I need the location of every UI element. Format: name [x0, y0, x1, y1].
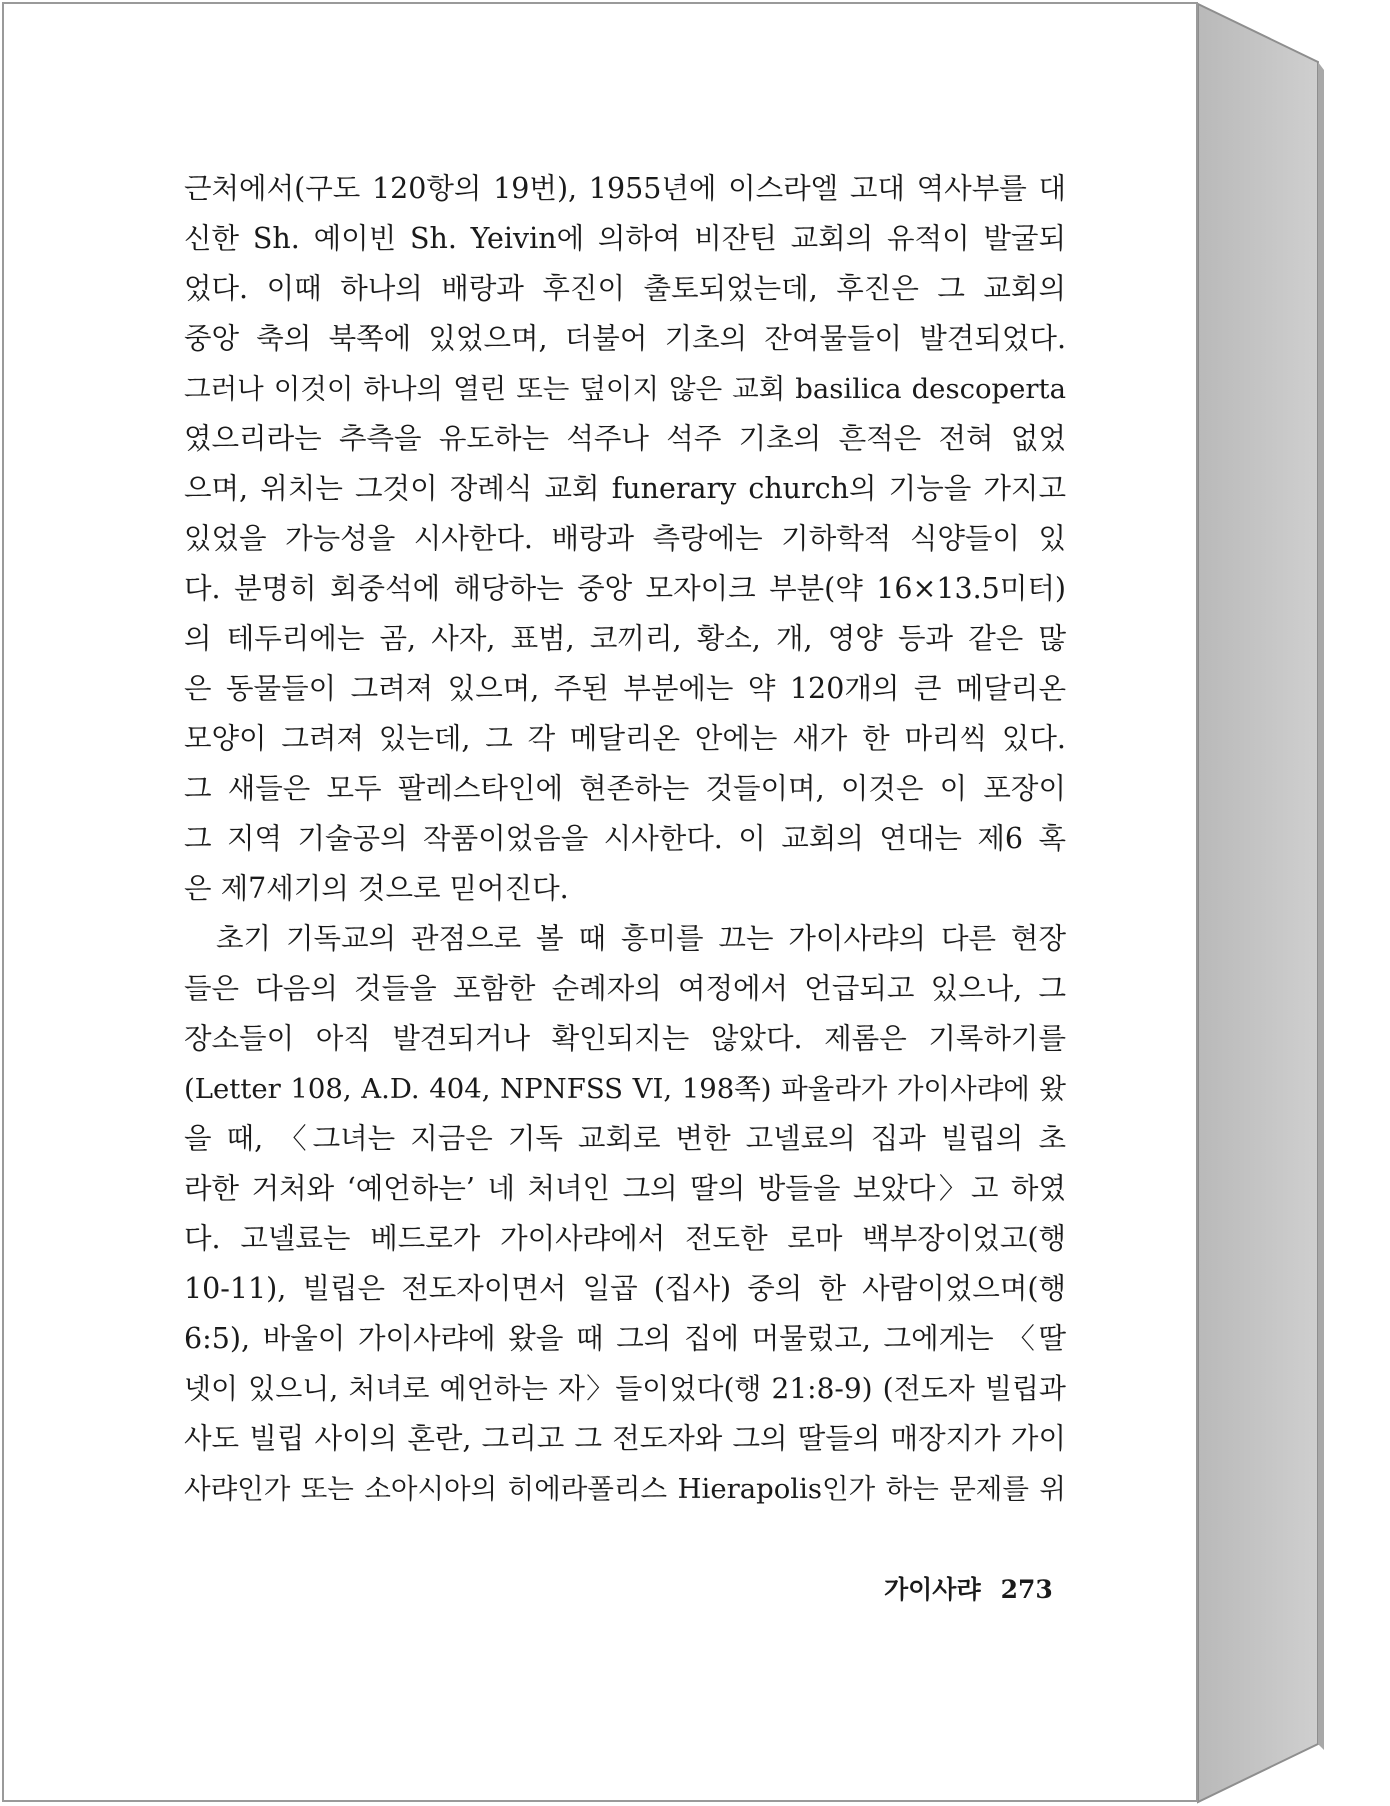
- page-footer: [884, 1570, 1053, 1610]
- text-line: 10-11), 빌립은 전도자이면서 일곱 (집사) 중의 한 사람이었으며(행: [184, 1272, 1066, 1305]
- text-line: 다. 분명히 회중석에 해당하는 중앙 모자이크 부분(약 16×13.5미터): [184, 572, 1066, 605]
- text-line: 사도 빌립 사이의 혼란, 그리고 그 전도자와 그의 딸들의 매장지가 가이: [184, 1422, 1066, 1455]
- text-line: 은 제7세기의 것으로 믿어진다.: [184, 872, 569, 905]
- text-line: (Letter 108, A.D. 404, NPNFSS VI, 198쪽) 파울라가 가이사랴에 왔: [184, 1073, 1066, 1105]
- page-number: 273: [1000, 1575, 1053, 1604]
- text-line: 그러나 이것이 하나의 열린 또는 덮이지 않은 교회 basilica descoperta: [184, 373, 1066, 405]
- text-line: 었다. 이때 하나의 배랑과 후진이 출토되었는데, 후진은 그 교회의: [184, 272, 1066, 305]
- text-line: 모양이 그려져 있는데, 그 각 메달리온 안에는 새가 한 마리씩 있다.: [184, 722, 1066, 755]
- text-line: 넷이 있으니, 처녀로 예언하는 자〉들이었다(행 21:8-9) (전도자 빌립과: [184, 1372, 1066, 1405]
- text-line: 있었을 가능성을 시사한다. 배랑과 측랑에는 기하학적 식양들이 있: [184, 522, 1066, 555]
- text-line: 근처에서(구도 120항의 19번), 1955년에 이스라엘 고대 역사부를 대: [184, 172, 1066, 205]
- text-line: 장소들이 아직 발견되거나 확인되지는 않았다. 제롬은 기록하기를: [184, 1022, 1066, 1055]
- text-line: 그 지역 기술공의 작품이었음을 시사한다. 이 교회의 연대는 제6 혹: [184, 822, 1066, 855]
- text-line: 은 동물들이 그려져 있으며, 주된 부분에는 약 120개의 큰 메달리온: [184, 672, 1066, 705]
- text-line: 들은 다음의 것들을 포함한 순례자의 여정에서 언급되고 있으나, 그: [184, 972, 1066, 1005]
- text-line: 초기 기독교의 관점으로 볼 때 흥미를 끄는 가이사랴의 다른 현장: [216, 922, 1066, 955]
- text-line: 였으리라는 추측을 유도하는 석주나 석주 기초의 흔적은 전혀 없었: [184, 422, 1066, 455]
- text-line: 라한 거처와 ‘예언하는’ 네 처녀인 그의 딸의 방들을 보았다〉고 하였: [184, 1172, 1066, 1205]
- text-line: 중앙 축의 북쪽에 있었으며, 더불어 기초의 잔여물들이 발견되었다.: [184, 322, 1066, 355]
- body-text: [184, 164, 1066, 1524]
- text-line: 사랴인가 또는 소아시아의 히에라폴리스 Hierapolis인가 하는 문제를 위: [184, 1473, 1066, 1505]
- text-line: 다. 고넬료는 베드로가 가이사랴에서 전도한 로마 백부장이었고(행: [184, 1222, 1066, 1255]
- text-line: 신한 Sh. 예이빈 Sh. Yeivin에 의하여 비잔틴 교회의 유적이 발굴되: [184, 222, 1066, 255]
- running-head: 가이사랴: [884, 1575, 981, 1604]
- book-page: [2, 2, 1198, 1802]
- text-line: 6:5), 바울이 가이사랴에 왔을 때 그의 집에 머물렀고, 그에게는 〈딸: [184, 1322, 1066, 1355]
- text-line: 그 새들은 모두 팔레스타인에 현존하는 것들이며, 이것은 이 포장이: [184, 772, 1066, 805]
- text-line: 으며, 위치는 그것이 장례식 교회 funerary church의 기능을 가지고: [184, 472, 1066, 505]
- text-line: 을 때, 〈그녀는 지금은 기독 교회로 변한 고넬료의 집과 빌립의 초: [184, 1122, 1066, 1155]
- text-line: 의 테두리에는 곰, 사자, 표범, 코끼리, 황소, 개, 영양 등과 같은 많: [184, 622, 1066, 655]
